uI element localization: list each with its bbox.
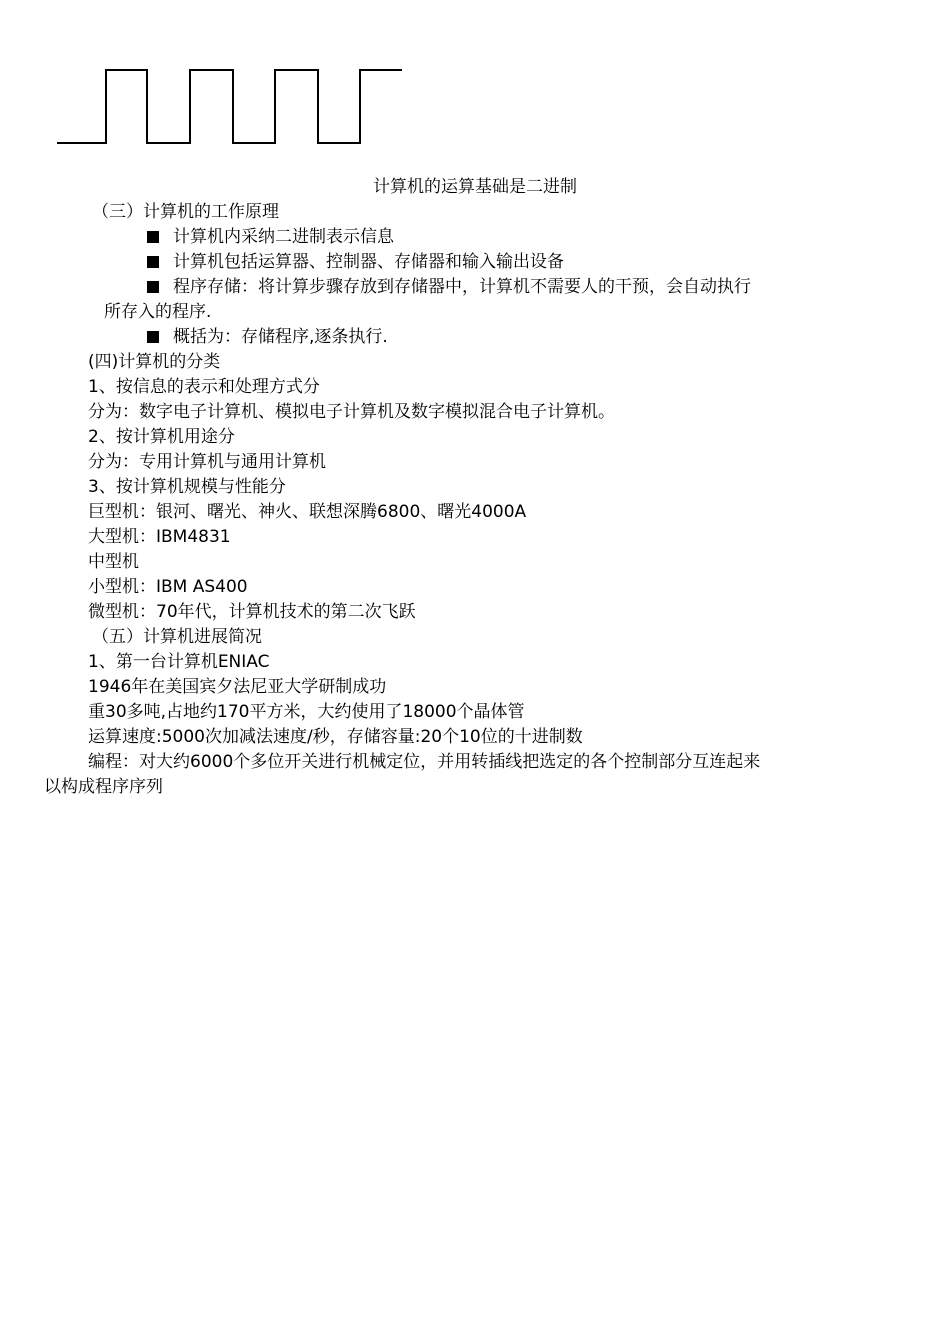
square-bullet-icon <box>147 331 159 343</box>
text-line: 3、按计算机规模与性能分 <box>88 477 286 497</box>
square-wave-diagram <box>0 0 950 160</box>
text-line: 1、第一台计算机ENIAC <box>88 652 270 672</box>
text-line: 分为：数字电子计算机、模拟电子计算机及数字模拟混合电子计算机。 <box>88 402 615 422</box>
square-bullet-icon <box>147 281 159 293</box>
text-line: 中型机 <box>88 552 139 572</box>
section4-heading: (四)计算机的分类 <box>88 352 221 372</box>
bullet-item-continuation: 所存入的程序. <box>104 302 212 322</box>
bullet-item: 计算机包括运算器、控制器、存储器和输入输出设备 <box>147 250 564 274</box>
square-wave-line <box>57 70 402 143</box>
figure-caption: 计算机的运算基础是二进制 <box>373 177 577 197</box>
bullet-item: 程序存储：将计算步骤存放到存储器中，计算机不需要人的干预，会自动执行 <box>147 275 751 299</box>
bullet-item: 计算机内采纳二进制表示信息 <box>147 225 394 249</box>
section5-heading: （五）计算机进展简况 <box>92 627 262 647</box>
text-line-continuation: 以构成程序序列 <box>44 777 163 797</box>
square-bullet-icon <box>147 231 159 243</box>
text-line: 1、按信息的表示和处理方式分 <box>88 377 320 397</box>
text-line: 重30多吨,占地约170平方米，大约使用了18000个晶体管 <box>88 702 525 722</box>
text-line: 编程：对大约6000个多位开关进行机械定位，并用转插线把选定的各个控制部分互连起来 <box>88 752 761 772</box>
square-bullet-icon <box>147 256 159 268</box>
text-line: 分为：专用计算机与通用计算机 <box>88 452 326 472</box>
text-line: 巨型机：银河、曙光、神火、联想深腾6800、曙光4000A <box>88 502 527 522</box>
text-line: 微型机：70年代，计算机技术的第二次飞跃 <box>88 602 416 622</box>
bullet-item: 概括为：存储程序,逐条执行. <box>147 325 388 349</box>
text-line: 小型机：IBM AS400 <box>88 577 248 597</box>
text-line: 大型机：IBM4831 <box>88 527 231 547</box>
text-line: 2、按计算机用途分 <box>88 427 235 447</box>
text-line: 1946年在美国宾夕法尼亚大学研制成功 <box>88 677 387 697</box>
section3-heading: （三）计算机的工作原理 <box>92 202 279 222</box>
text-line: 运算速度:5000次加减法速度/秒，存储容量:20个10位的十进制数 <box>88 727 583 747</box>
